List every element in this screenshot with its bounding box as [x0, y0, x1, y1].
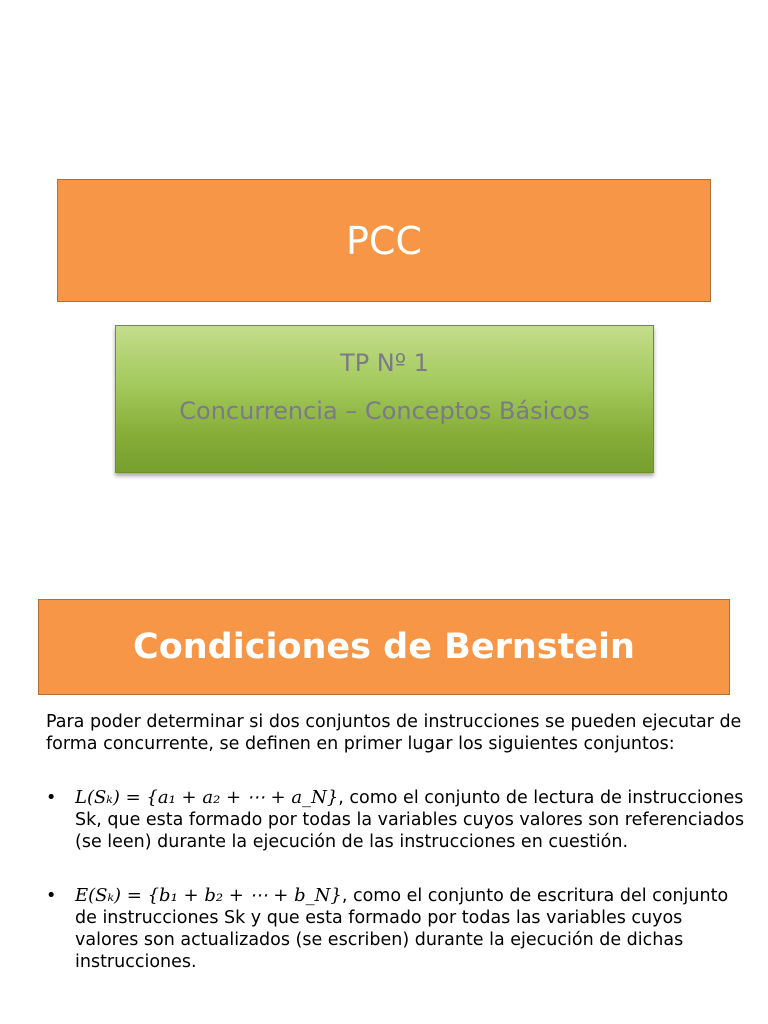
subtitle-line-2: Concurrencia – Conceptos Básicos: [179, 397, 590, 425]
slide-body: [46, 711, 746, 973]
subtitle-box: [115, 325, 654, 473]
formula-lectura: L(Sₖ) = {a₁ + a₂ + ⋯ + a_N}: [75, 787, 339, 808]
heading-box: [38, 599, 730, 695]
bullet-marker: •: [46, 788, 57, 808]
intro-paragraph: Para poder determinar si dos conjuntos de instrucciones se pueden ejecutar de forma concurrente, se definen en primer lugar los siguientes conjuntos:: [46, 712, 742, 754]
slide-title: PCC: [346, 218, 422, 263]
bullet-item-escritura: [46, 885, 746, 973]
bullet-marker: •: [46, 886, 57, 906]
formula-escritura: E(Sₖ) = {b₁ + b₂ + ⋯ + b_N}: [75, 885, 342, 906]
subtitle-line-1: TP Nº 1: [340, 349, 429, 377]
bullet-item-lectura: [46, 787, 746, 853]
slide-heading: Condiciones de Bernstein: [133, 627, 635, 667]
bullet-text-lectura: , como el conjunto de lectura de instrucciones Sk, que esta formado por todas la variables cuyos valores son referenciados (se leen) durante la ejecución de las instrucciones en cuestión.: [75, 788, 745, 852]
bullet-text-escritura: , como el conjunto de escritura del conjunto de instrucciones Sk y que esta formado por todas las variables cuyos valores son actualizados (se escriben) durante la ejecución de dichas instrucciones.: [75, 886, 729, 972]
bullet-list: [46, 787, 746, 973]
title-box: [57, 179, 711, 302]
